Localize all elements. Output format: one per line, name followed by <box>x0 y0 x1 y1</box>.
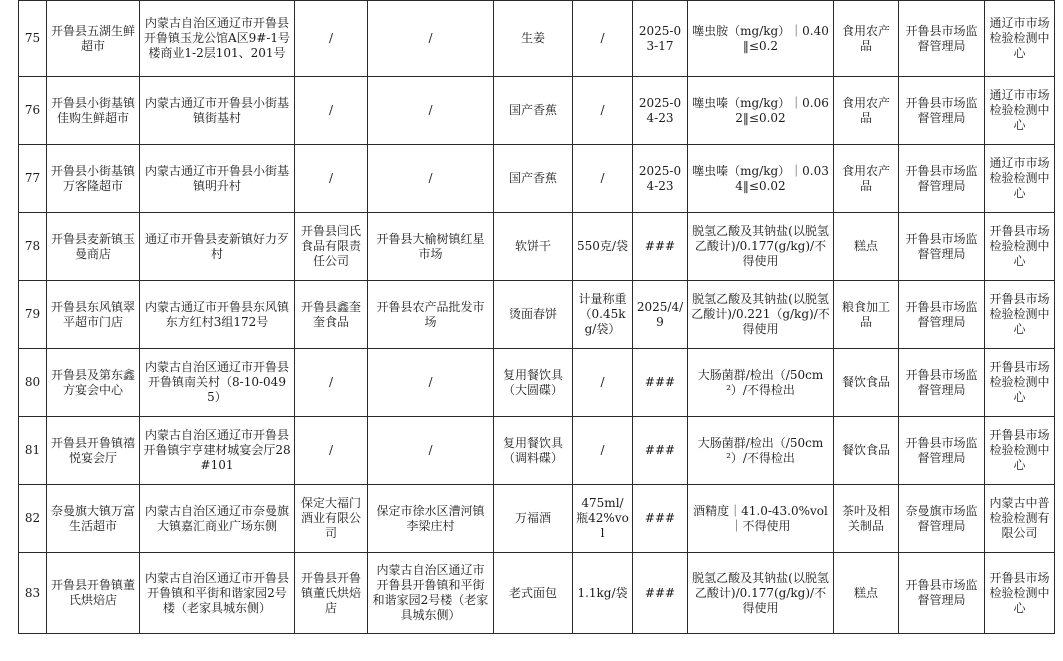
product-spec: 计量称重（0.45kg/袋） <box>573 281 633 349</box>
store-address: 内蒙古自治区通辽市开鲁县开鲁镇南关村（8-10-0495） <box>140 349 295 417</box>
production-date: ### <box>633 213 688 281</box>
table-row <box>19 213 1055 281</box>
row-number: 79 <box>19 281 47 349</box>
production-date: ### <box>633 553 688 634</box>
row-number: 76 <box>19 77 47 145</box>
food-category: 糕点 <box>834 213 899 281</box>
store-address: 内蒙古自治区通辽市奈曼旗大镇嘉汇商业广场东侧 <box>140 485 295 553</box>
product-name: 老式面包 <box>494 553 573 634</box>
sampling-agency: 开鲁县市场监督管理局 <box>899 281 985 349</box>
table-row <box>19 281 1055 349</box>
product-name: 烫面春饼 <box>494 281 573 349</box>
producer-name: / <box>295 349 368 417</box>
table-row <box>19 77 1055 145</box>
product-name: 生姜 <box>494 1 573 77</box>
failed-item: 大肠菌群/检出（/50cm²）/不得检出 <box>688 349 834 417</box>
product-name: 国产香蕉 <box>494 145 573 213</box>
failed-item: 脱氢乙酸及其钠盐(以脱氢乙酸计)/0.221（g/kg)/不得使用 <box>688 281 834 349</box>
row-number: 75 <box>19 1 47 77</box>
table-row <box>19 485 1055 553</box>
product-name: 复用餐饮具（调料碟） <box>494 417 573 485</box>
production-date: ### <box>633 485 688 553</box>
table-row <box>19 145 1055 213</box>
store-name: 开鲁县开鲁镇禧悦宴会厅 <box>47 417 140 485</box>
store-address: 通辽市开鲁县麦新镇好力歹村 <box>140 213 295 281</box>
producer-address: / <box>368 349 494 417</box>
producer-name: / <box>295 145 368 213</box>
product-name: 国产香蕉 <box>494 77 573 145</box>
product-spec: / <box>573 349 633 417</box>
sampling-agency: 开鲁县市场监督管理局 <box>899 145 985 213</box>
producer-address: / <box>368 1 494 77</box>
store-address: 内蒙古通辽市开鲁县小街基镇街基村 <box>140 77 295 145</box>
producer-address: 开鲁县大榆树镇红星市场 <box>368 213 494 281</box>
producer-address: / <box>368 417 494 485</box>
sampling-agency: 开鲁县市场监督管理局 <box>899 213 985 281</box>
food-category: 餐饮食品 <box>834 349 899 417</box>
table-row <box>19 417 1055 485</box>
store-name: 开鲁县五湖生鲜超市 <box>47 1 140 77</box>
producer-name: / <box>295 77 368 145</box>
production-date: ### <box>633 349 688 417</box>
food-category: 糕点 <box>834 553 899 634</box>
testing-lab: 内蒙古中普检验检测有限公司 <box>985 485 1055 553</box>
production-date: ### <box>633 417 688 485</box>
sampling-agency: 开鲁县市场监督管理局 <box>899 1 985 77</box>
table-row <box>19 553 1055 634</box>
testing-lab: 开鲁县市场检验检测中心 <box>985 281 1055 349</box>
food-category: 食用农产品 <box>834 77 899 145</box>
producer-address: 保定市徐水区漕河镇李梁庄村 <box>368 485 494 553</box>
food-category: 食用农产品 <box>834 145 899 213</box>
product-spec: / <box>573 1 633 77</box>
table-body <box>19 1 1055 634</box>
testing-lab: 开鲁县市场检验检测中心 <box>985 213 1055 281</box>
store-address: 内蒙古通辽市开鲁县小街基镇明升村 <box>140 145 295 213</box>
sampling-agency: 开鲁县市场监督管理局 <box>899 553 985 634</box>
testing-lab: 开鲁县市场检验检测中心 <box>985 417 1055 485</box>
store-name: 开鲁县小街基镇万客隆超市 <box>47 145 140 213</box>
production-date: 2025-04-23 <box>633 77 688 145</box>
product-spec: 550克/袋 <box>573 213 633 281</box>
producer-name: 开鲁县开鲁镇董氏烘焙店 <box>295 553 368 634</box>
producer-name: 开鲁县鑫奎奎食品 <box>295 281 368 349</box>
row-number: 80 <box>19 349 47 417</box>
results-sheet <box>18 0 1054 634</box>
row-number: 77 <box>19 145 47 213</box>
inspection-table <box>18 0 1055 634</box>
food-category: 餐饮食品 <box>834 417 899 485</box>
testing-lab: 开鲁县市场检验检测中心 <box>985 349 1055 417</box>
store-name: 开鲁县开鲁镇董氏烘焙店 <box>47 553 140 634</box>
producer-name: 开鲁县闫氏食品有限责任公司 <box>295 213 368 281</box>
product-name: 复用餐饮具（大圆碟） <box>494 349 573 417</box>
sampling-agency: 开鲁县市场监督管理局 <box>899 417 985 485</box>
product-name: 万福酒 <box>494 485 573 553</box>
failed-item: 脱氢乙酸及其钠盐(以脱氢乙酸计)/0.177(g/kg)/不得使用 <box>688 553 834 634</box>
producer-address: 开鲁县农产品批发市场 <box>368 281 494 349</box>
producer-name: 保定大福门酒业有限公司 <box>295 485 368 553</box>
row-number: 81 <box>19 417 47 485</box>
production-date: 2025-03-17 <box>633 1 688 77</box>
sampling-agency: 开鲁县市场监督管理局 <box>899 77 985 145</box>
product-spec: 475ml/瓶42%vol <box>573 485 633 553</box>
producer-name: / <box>295 417 368 485</box>
failed-item: 大肠菌群/检出（/50cm²）/不得检出 <box>688 417 834 485</box>
product-spec: / <box>573 145 633 213</box>
store-name: 开鲁县东风镇翠平超市门店 <box>47 281 140 349</box>
store-address: 内蒙古自治区通辽市开鲁县开鲁镇玉龙公馆A区9#-1号楼商业1-2层101、201号 <box>140 1 295 77</box>
producer-address: / <box>368 77 494 145</box>
production-date: 2025/4/9 <box>633 281 688 349</box>
failed-item: 噻虫嗪（mg/kg）｜0.062‖≤0.02 <box>688 77 834 145</box>
row-number: 78 <box>19 213 47 281</box>
store-name: 奈曼旗大镇万富生活超市 <box>47 485 140 553</box>
sampling-agency: 奈曼旗市场监督管理局 <box>899 485 985 553</box>
store-address: 内蒙古自治区通辽市开鲁县开鲁镇和平街和谐家园2号楼（老家具城东侧） <box>140 553 295 634</box>
food-category: 食用农产品 <box>834 1 899 77</box>
producer-name: / <box>295 1 368 77</box>
failed-item: 酒精度｜41.0-43.0%vol｜不得使用 <box>688 485 834 553</box>
row-number: 83 <box>19 553 47 634</box>
failed-item: 噻虫胺（mg/kg）｜0.40‖≤0.2 <box>688 1 834 77</box>
testing-lab: 开鲁县市场检验检测中心 <box>985 553 1055 634</box>
food-category: 茶叶及相关制品 <box>834 485 899 553</box>
store-name: 开鲁县及第东鑫方宴会中心 <box>47 349 140 417</box>
production-date: 2025-04-23 <box>633 145 688 213</box>
testing-lab: 通辽市市场检验检测中心 <box>985 1 1055 77</box>
store-address: 内蒙古自治区通辽市开鲁县开鲁镇宇亨建材城宴会厅28#101 <box>140 417 295 485</box>
table-row <box>19 1 1055 77</box>
food-category: 粮食加工品 <box>834 281 899 349</box>
row-number: 82 <box>19 485 47 553</box>
testing-lab: 通辽市市场检验检测中心 <box>985 145 1055 213</box>
table-row <box>19 349 1055 417</box>
sampling-agency: 开鲁县市场监督管理局 <box>899 349 985 417</box>
testing-lab: 通辽市市场检验检测中心 <box>985 77 1055 145</box>
product-spec: / <box>573 417 633 485</box>
store-name: 开鲁县麦新镇玉曼商店 <box>47 213 140 281</box>
product-spec: 1.1kg/袋 <box>573 553 633 634</box>
product-spec: / <box>573 77 633 145</box>
store-name: 开鲁县小街基镇佳购生鲜超市 <box>47 77 140 145</box>
product-name: 软饼干 <box>494 213 573 281</box>
producer-address: 内蒙古自治区通辽市开鲁县开鲁镇和平街和谐家园2号楼（老家具城东侧） <box>368 553 494 634</box>
failed-item: 噻虫嗪（mg/kg）｜0.034‖≤0.02 <box>688 145 834 213</box>
failed-item: 脱氢乙酸及其钠盐(以脱氢乙酸计)/0.177(g/kg)/不得使用 <box>688 213 834 281</box>
producer-address: / <box>368 145 494 213</box>
store-address: 内蒙古通辽市开鲁县东风镇东方红村3组172号 <box>140 281 295 349</box>
